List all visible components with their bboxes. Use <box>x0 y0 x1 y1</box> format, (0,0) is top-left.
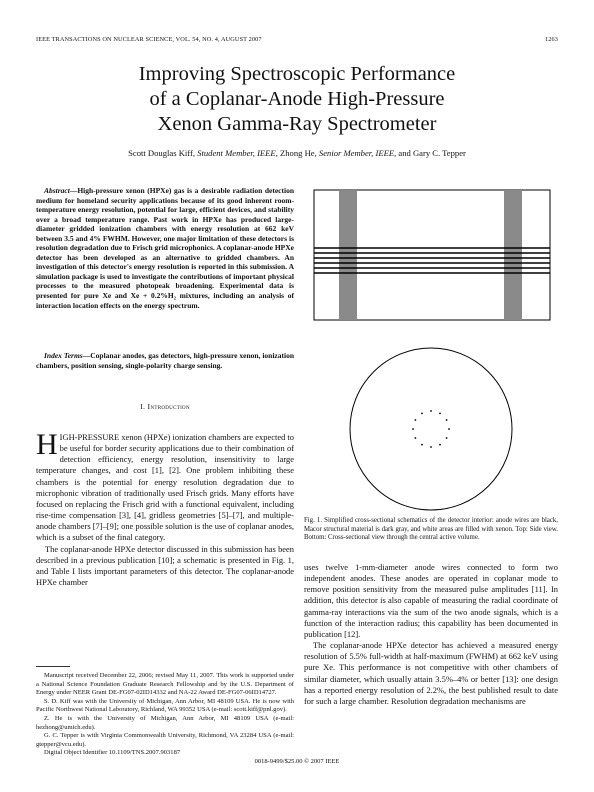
anode-wire-dot <box>421 413 423 415</box>
author-name: Zhong He, <box>279 148 317 158</box>
anode-wire-dot <box>430 410 432 412</box>
index-terms <box>36 351 294 370</box>
page-number: 1263 <box>545 36 558 43</box>
footnote-author-he: Z. He is with the University of Michigan, Ann Arbor, MI 48109 USA (e-mail: hezhong@umich.edu). <box>36 714 294 731</box>
footnote-author-kiff: S. D. Kiff was with the University of Michigan, Ann Arbor, MI 48109 USA. He is now with Pacific Northwest National Laboratory, Richland, WA 99352 USA (e-mail: scott.kiff@pnl.gov). <box>36 697 294 714</box>
abstract-text: —High-pressure xenon (HPXe) gas is a desirable radiation detection medium for homeland security applications because of its good inherent room-temperature energy resolution, potential for large, efficient devices, and stability over a broad temperature range. Past work in HPXe has produced large-diameter gridded ionization chambers with energy resolution at 662 keV between 3.5 and 4% FWHM. However, one major limitation of these detectors is resolution degradation due to Frisch grid microphonics. A coplanar-anode HPXe detector has been developed as an alternative to gridded chambers. An investigation of this detector's energy resolution is reported in this submission. A simulation package is used to investigate the contributions of important physical processes to the measured photopeak broadening. Experimental data is presented for pure Xe and Xe + 0.2%H₂ mixtures, including an analysis of interaction location effects on the energy spectrum. <box>36 186 294 310</box>
section-number: I. <box>140 402 146 411</box>
anode-wire-dot <box>439 413 441 415</box>
macor-support-right <box>504 190 522 320</box>
section-title: Introduction <box>147 402 190 411</box>
author-name: and Gary C. Tepper <box>398 148 466 158</box>
journal-header: IEEE TRANSACTIONS ON NUCLEAR SCIENCE, VOL. 54, NO. 4, AUGUST 2007 <box>36 36 262 43</box>
anode-wire-dot <box>448 428 450 430</box>
cross-section-schematic <box>350 348 512 510</box>
macor-support-left <box>339 190 357 320</box>
figure-1-caption: Fig. 1. Simplified cross-sectional schematics of the detector interior: anode wires are black, Macor structural material is dark gray, and white areas are filled with xenon. Top: Side view. Bottom: Cross-sectional view through the central active volume. <box>304 517 558 542</box>
intro-paragraph: The coplanar-anode HPXe detector discussed in this submission has been described in a previous publication [10]; a schematic is presented in Fig. 1, and Table I lists important parameters of this detector. The coplanar-anode HPXe chamber <box>36 543 294 588</box>
footnotes <box>36 672 294 758</box>
footnote-manuscript: Manuscript received December 22, 2006; revised May 11, 2007. This work is supported under a National Science Foundation Graduate Research Fellowship and by the U.S. Department of Energy under NEER Grant DE-FG07-02ID14332 and NA-22 Award DE-FG07-06ID14727. <box>36 672 294 697</box>
anode-wire-dot <box>446 419 448 421</box>
title-line: Improving Spectroscopic Performance <box>138 63 456 85</box>
footnote-author-tepper: G. C. Tepper is with Virginia Commonwealth University, Richmond, VA 23284 USA (e-mail: gtepper@vcu.edu). <box>36 732 294 748</box>
copyright-footer: 0018-9499/$25.00 © 2007 IEEE <box>254 758 340 765</box>
index-terms-label: Index Terms <box>44 351 83 360</box>
footnote-divider <box>36 666 70 667</box>
author-line: Scott Douglas Kiff, Student Member, IEEE, Zhong He, Senior Member, IEEE, and Gary C. Tepper <box>128 148 466 158</box>
introduction <box>36 428 294 588</box>
side-view-schematic <box>314 190 550 320</box>
index-terms-text: —Coplanar anodes, gas detectors, high-pressure xenon, ionization chambers, position sensing, single-polarity charge sensing. <box>36 351 295 370</box>
body-paragraph: The coplanar-anode HPXe detector has achieved a measured energy resolution of 5.5% full-width at half-maximum (FWHM) at 662 keV using pure Xe. This performance is not competitive with other chambers of similar diameter, which usually attain 3.5%–4% or better [13]: one design has a reported energy resolution of 2.2%, the best published result to date for such a large chamber. Resolution degradation mechanisms are <box>304 640 558 706</box>
anode-wire-dot <box>421 444 423 446</box>
abstract-label: Abstract <box>44 186 70 195</box>
intro-paragraph <box>36 428 294 544</box>
chamber-cross-section <box>350 348 512 510</box>
drop-cap: H <box>36 428 58 461</box>
title-line: Xenon Gamma-Ray Spectrometer <box>157 113 437 135</box>
title-line: of a Coplanar-Anode High-Pressure <box>149 88 445 110</box>
right-column-body <box>304 562 558 707</box>
body-paragraph: uses twelve 1-mm-diameter anode wires connected to form two independent anodes. These anodes are operated in coplanar mode to remove position sensitivity from the measured pulse amplitudes [11]. In addition, this detector is also capable of measuring the radial coordinate of gamma-ray interactions via the sum of the two anode signals, which is a function of the interaction radius; this capability has been documented in publication [12]. <box>304 562 558 639</box>
anode-wire-dot <box>430 446 432 448</box>
anode-wire-dot <box>439 444 441 446</box>
figure-1-schematic <box>304 188 558 513</box>
author-name: Scott Douglas Kiff, <box>128 148 196 158</box>
paper-title <box>60 62 534 137</box>
anode-wire-dot <box>446 437 448 439</box>
anode-wire-dot <box>415 419 417 421</box>
author-membership: Senior Member, IEEE <box>318 148 395 158</box>
footnote-doi: Digital Object Identifier 10.1109/TNS.2007.903187 <box>44 749 181 757</box>
anode-wire-dot <box>415 437 417 439</box>
intro-paragraph-text: IGH-PRESSURE xenon (HPXe) ionization chambers are expected to be useful for border security applications due to their combination of detection efficiency, energy resolution, insensitivity to large temperature changes, and cost [1], [2]. One problem inhibiting these chambers is the potential for energy resolution degradation due to microphonic vibration of traditionally used Frisch grids. Many efforts have focused on replacing the Frisch grid with a functional equivalent, including rise-time compensation [3], [4], gridless geometries [5]–[7], and multiple-anode chambers [7]–[9]; one possible solution is the use of coplanar anodes, which is a subset of the final category. <box>36 432 294 543</box>
author-membership: Student Member, IEEE <box>197 148 276 158</box>
abstract <box>36 186 294 310</box>
section-heading <box>36 402 294 411</box>
anode-wire-dot <box>412 428 414 430</box>
